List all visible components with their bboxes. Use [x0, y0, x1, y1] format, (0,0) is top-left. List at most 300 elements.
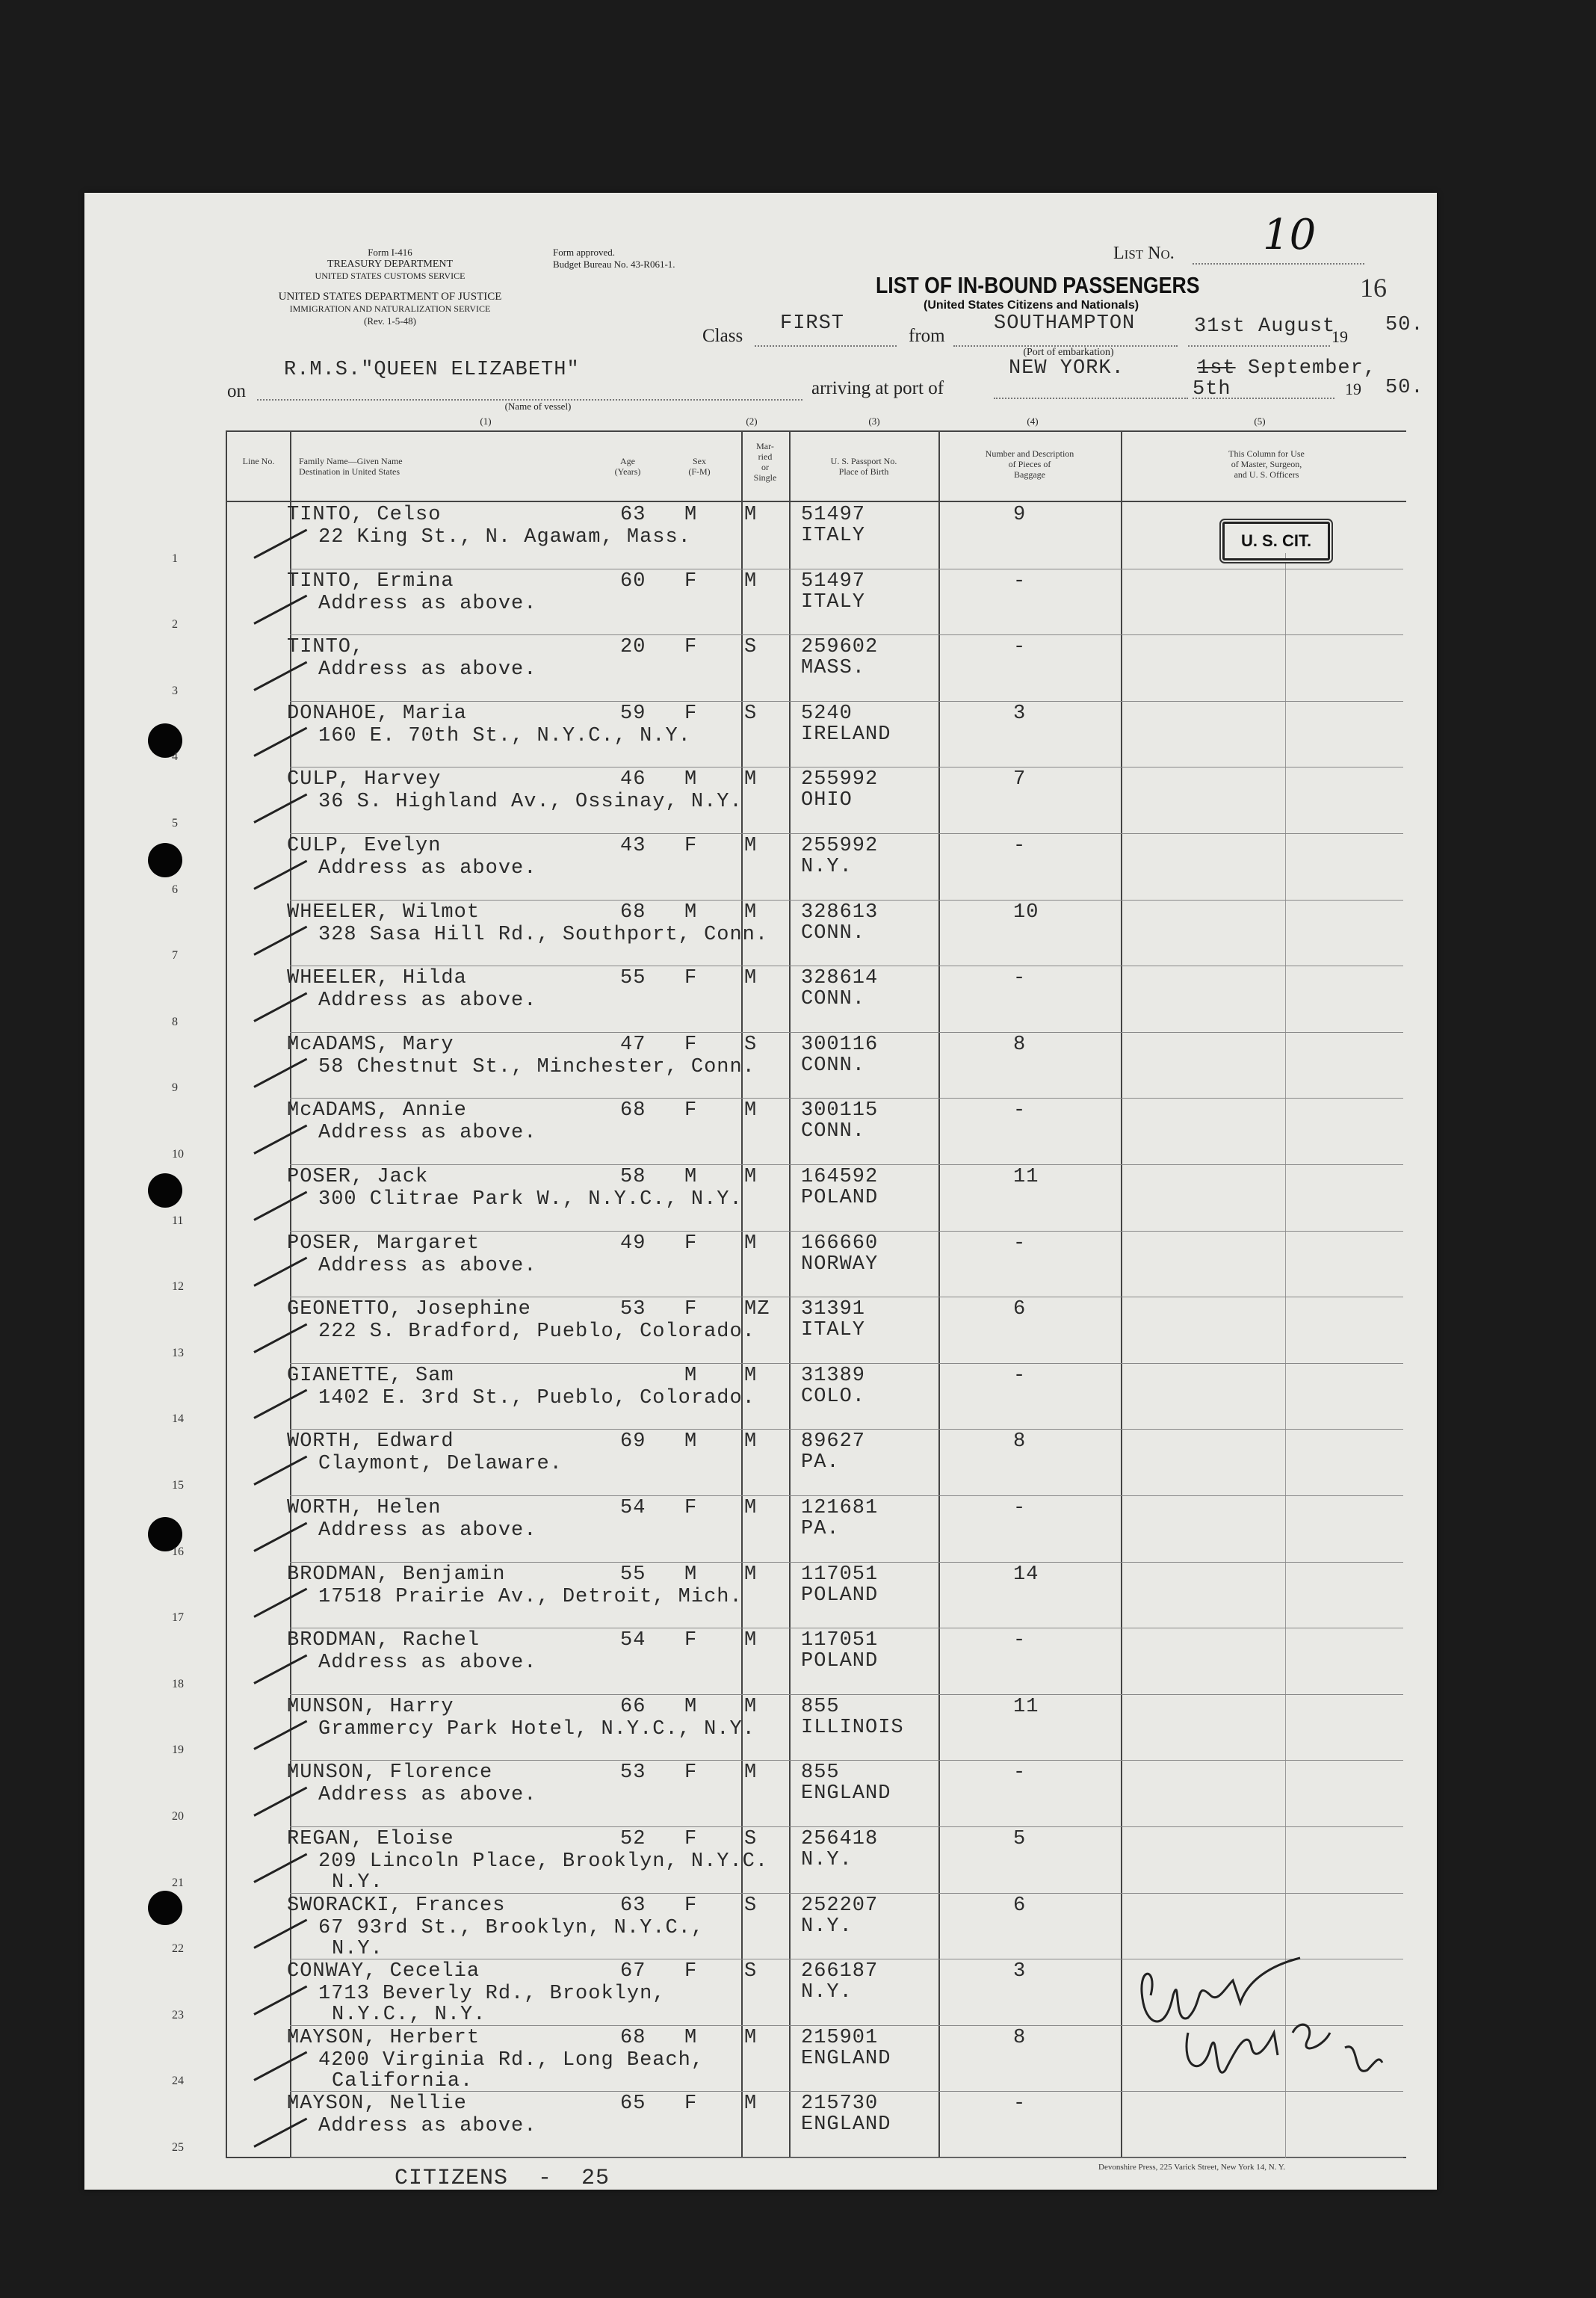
baggage-count: -: [1013, 967, 1027, 989]
destination-address: Address as above.: [318, 1255, 537, 1277]
baggage-count: 5: [1013, 1828, 1027, 1850]
passport-number: 255992: [801, 768, 879, 791]
marital-status: S: [744, 1828, 758, 1850]
passenger-name: MUNSON, Florence: [287, 1761, 493, 1784]
baggage-count: -: [1013, 1232, 1027, 1255]
date-line: [1188, 345, 1330, 347]
line-number: 16: [172, 1545, 184, 1558]
header-passport: U. S. Passport No. Place of Birth: [830, 456, 897, 477]
footer-dash: -: [538, 2166, 553, 2191]
sex: F: [684, 967, 698, 989]
marital-status: M: [744, 2092, 758, 2115]
row-rule: [290, 1826, 1403, 1827]
from-label: from: [909, 326, 945, 346]
line-number: 4: [172, 750, 178, 763]
marital-status: S: [744, 1034, 758, 1056]
arrival-port: NEW YORK.: [1009, 357, 1125, 380]
row-rule: [290, 1231, 1403, 1232]
baggage-count: 14: [1013, 1563, 1039, 1586]
baggage-count: 7: [1013, 768, 1027, 791]
sex: F: [684, 1497, 698, 1519]
age: 54: [620, 1497, 646, 1519]
sex: M: [684, 901, 698, 924]
list-no-label: List No.: [1113, 244, 1175, 263]
arrival-day: 5th: [1193, 378, 1231, 401]
destination-address: 222 S. Bradford, Pueblo, Colorado.: [318, 1321, 755, 1343]
row-rule: [290, 1893, 1403, 1894]
marital-status: M: [744, 570, 758, 593]
baggage-count: 3: [1013, 702, 1027, 725]
header-married: Mar- ried or Single: [753, 441, 777, 483]
line-number: 23: [172, 2009, 184, 2021]
budget-bureau: Budget Bureau No. 43-R061-1.: [553, 259, 675, 270]
passenger-name: SWORACKI, Frances: [287, 1894, 506, 1917]
age: 53: [620, 1298, 646, 1321]
vessel-caption: (Name of vessel): [504, 401, 572, 412]
passenger-name: WHEELER, Hilda: [287, 967, 467, 989]
passenger-name: DONAHOE, Maria: [287, 702, 467, 725]
marital-status: M: [744, 1430, 758, 1453]
place-of-birth: CONN.: [801, 988, 866, 1010]
line-number: 9: [172, 1081, 178, 1094]
age: 68: [620, 2027, 646, 2049]
sex: M: [684, 1563, 698, 1586]
destination-address: Address as above.: [318, 658, 537, 681]
line-number: 18: [172, 1678, 184, 1690]
destination-address: 4200 Virginia Rd., Long Beach,: [318, 2049, 705, 2072]
header-name: Family Name—Given Name Destination in United States: [299, 456, 403, 477]
marital-status: M: [744, 1166, 758, 1188]
passenger-name: WORTH, Helen: [287, 1497, 442, 1519]
place-of-birth: OHIO: [801, 789, 853, 812]
passport-number: 164592: [801, 1166, 879, 1188]
row-rule: [290, 1495, 1403, 1496]
marital-status: M: [744, 1099, 758, 1122]
place-of-birth: ILLINOIS: [801, 1717, 904, 1739]
line-number: 5: [172, 817, 178, 830]
passport-number: 255992: [801, 835, 879, 857]
place-of-birth: PA.: [801, 1518, 840, 1540]
passenger-name: McADAMS, Mary: [287, 1034, 454, 1056]
marital-status: M: [744, 1232, 758, 1255]
footer-count: 25: [581, 2166, 610, 2191]
baggage-count: -: [1013, 636, 1027, 658]
passport-number: 117051: [801, 1629, 879, 1652]
vessel-name: R.M.S."QUEEN ELIZABETH": [284, 359, 580, 381]
place-of-birth: NORWAY: [801, 1253, 879, 1276]
baggage-count: -: [1013, 1497, 1027, 1519]
destination-address: 1713 Beverly Rd., Brooklyn,: [318, 1983, 666, 2005]
departure-year: 50.: [1385, 314, 1424, 336]
age: 59: [620, 702, 646, 725]
embarkation-caption: (Port of embarkation): [1023, 347, 1114, 358]
passenger-name: TINTO,: [287, 636, 365, 658]
marital-status: M: [744, 835, 758, 857]
age: 58: [620, 1166, 646, 1188]
sex: F: [684, 835, 698, 857]
col-divider: [938, 430, 940, 2158]
sex: M: [684, 1365, 698, 1387]
marital-status: M: [744, 1629, 758, 1652]
arrival-year-prefix: 19: [1345, 380, 1361, 398]
destination-address: 58 Chestnut St., Minchester, Conn.: [318, 1056, 755, 1078]
header-bottom-rule: [226, 501, 1406, 502]
header-officers: This Column for Use of Master, Surgeon, and U. S. Officers: [1228, 448, 1305, 480]
destination-address: 22 King St., N. Agawam, Mass.: [318, 526, 691, 549]
place-of-birth: CONN.: [801, 922, 866, 945]
destination-address: Address as above.: [318, 1519, 537, 1542]
sex: F: [684, 1232, 698, 1255]
passport-number: 121681: [801, 1497, 879, 1519]
sex: M: [684, 2027, 698, 2049]
place-of-birth: PA.: [801, 1451, 840, 1474]
age: 63: [620, 1894, 646, 1917]
col-divider: [789, 430, 791, 2158]
treasury-dept: TREASURY DEPARTMENT: [327, 259, 454, 270]
line-number: 1: [172, 552, 178, 565]
col-divider: [1121, 430, 1122, 2158]
punch-hole: [148, 843, 182, 877]
sex: F: [684, 1034, 698, 1056]
header-line-no: Line No.: [242, 456, 275, 466]
col-num-4: (4): [1027, 416, 1039, 427]
sex: F: [684, 1099, 698, 1122]
form-approved: Form approved.: [553, 247, 616, 258]
passenger-name: CULP, Evelyn: [287, 835, 442, 857]
us-citizen-stamp: U. S. CIT.: [1222, 522, 1330, 560]
arrival-day-struck: 1st: [1197, 357, 1236, 380]
sex: F: [684, 1629, 698, 1652]
sex: F: [684, 1894, 698, 1917]
marital-status: S: [744, 1894, 758, 1917]
passport-number: 215901: [801, 2027, 879, 2049]
destination-address-line2: N.Y.: [332, 1871, 383, 1894]
handwritten-signature: [1121, 1936, 1420, 2107]
marital-status: S: [744, 702, 758, 725]
age: 43: [620, 835, 646, 857]
class-value: FIRST: [780, 312, 845, 335]
line-number: 3: [172, 685, 178, 697]
passenger-name: GIANETTE, Sam: [287, 1365, 454, 1387]
header-age: Age (Years): [614, 456, 641, 477]
punch-hole: [148, 1891, 182, 1925]
row-rule: [290, 1032, 1403, 1033]
row-rule: [290, 1363, 1403, 1364]
passenger-name: POSER, Margaret: [287, 1232, 480, 1255]
age: 55: [620, 1563, 646, 1586]
arrival-date-line: [1193, 398, 1334, 399]
marital-status: M: [744, 1761, 758, 1784]
age: 55: [620, 967, 646, 989]
marital-status: M: [744, 967, 758, 989]
baggage-count: 6: [1013, 1298, 1027, 1321]
age: 47: [620, 1034, 646, 1056]
table-top-rule: [226, 430, 1406, 432]
baggage-count: -: [1013, 1761, 1027, 1784]
page-number: 16: [1360, 273, 1387, 303]
destination-address-line2: California.: [332, 2070, 474, 2092]
line-number: 7: [172, 949, 178, 962]
destination-address: Address as above.: [318, 989, 537, 1012]
form-title: LIST OF IN-BOUND PASSENGERS: [876, 272, 1200, 298]
baggage-count: 8: [1013, 1034, 1027, 1056]
sex: F: [684, 1828, 698, 1850]
place-of-birth: N.Y.: [801, 1981, 853, 2004]
place-of-birth: ENGLAND: [801, 1782, 891, 1805]
line-number: 19: [172, 1743, 184, 1756]
embarkation-port: SOUTHAMPTON: [994, 312, 1136, 335]
marital-status: M: [744, 1497, 758, 1519]
form-number: Form I-416: [368, 247, 412, 258]
destination-address: Address as above.: [318, 857, 537, 880]
line-number: 11: [172, 1214, 184, 1227]
passenger-name: MAYSON, Nellie: [287, 2092, 467, 2115]
place-of-birth: ITALY: [801, 591, 866, 614]
marital-status: M: [744, 1563, 758, 1586]
place-of-birth: COLO.: [801, 1386, 866, 1408]
row-rule: [290, 1694, 1403, 1695]
marital-status: M: [744, 1365, 758, 1387]
printer-imprint: Devonshire Press, 225 Varick Street, New York 14, N. Y.: [1098, 2163, 1286, 2172]
marital-status: M: [744, 504, 758, 526]
place-of-birth: N.Y.: [801, 1915, 853, 1938]
passenger-name: MUNSON, Harry: [287, 1696, 454, 1718]
line-number: 6: [172, 883, 178, 896]
row-rule: [290, 1429, 1403, 1430]
marital-status: M: [744, 2027, 758, 2049]
baggage-count: 11: [1013, 1696, 1039, 1718]
passport-number: 31391: [801, 1298, 866, 1321]
passport-number: 259602: [801, 636, 879, 658]
place-of-birth: POLAND: [801, 1650, 879, 1672]
age: 67: [620, 1960, 646, 1983]
age: 46: [620, 768, 646, 791]
line-number: 10: [172, 1148, 184, 1161]
sex: F: [684, 636, 698, 658]
sex: F: [684, 702, 698, 725]
class-label: Class: [702, 326, 743, 346]
marital-status: M: [744, 1696, 758, 1718]
punch-hole: [148, 1173, 182, 1208]
line-number: 12: [172, 1280, 184, 1293]
row-rule: [290, 833, 1403, 834]
class-line: [755, 345, 897, 347]
passport-number: 89627: [801, 1430, 866, 1453]
footer-citizens: CITIZENS: [395, 2166, 509, 2191]
baggage-count: 11: [1013, 1166, 1039, 1188]
passenger-name: WHEELER, Wilmot: [287, 901, 480, 924]
header-baggage: Number and Description of Pieces of Baggage: [985, 448, 1074, 480]
baggage-count: 8: [1013, 2027, 1027, 2049]
passport-number: 215730: [801, 2092, 879, 2115]
age: 52: [620, 1828, 646, 1850]
destination-address: 17518 Prairie Av., Detroit, Mich.: [318, 1586, 743, 1608]
row-rule: [290, 1562, 1403, 1563]
passport-number: 117051: [801, 1563, 879, 1586]
on-label: on: [227, 381, 246, 401]
destination-address: Address as above.: [318, 1122, 537, 1144]
baggage-count: -: [1013, 570, 1027, 593]
place-of-birth: IRELAND: [801, 723, 891, 746]
baggage-count: -: [1013, 2092, 1027, 2115]
row-rule: [290, 1098, 1403, 1099]
year-prefix: 19: [1331, 327, 1348, 346]
marital-status: MZ: [744, 1298, 770, 1321]
passport-number: 51497: [801, 504, 866, 526]
baggage-count: 9: [1013, 504, 1027, 526]
line-number: 24: [172, 2075, 184, 2087]
line-number: 2: [172, 618, 178, 631]
destination-address: 67 93rd St., Brooklyn, N.Y.C.,: [318, 1917, 705, 1939]
baggage-count: -: [1013, 1099, 1027, 1122]
age: 53: [620, 1761, 646, 1784]
row-rule: [290, 1164, 1403, 1165]
immigration-service: IMMIGRATION AND NATURALIZATION SERVICE: [289, 303, 491, 314]
passenger-list-sheet: [84, 193, 1437, 2190]
sex: F: [684, 570, 698, 593]
passport-number: 266187: [801, 1960, 879, 1983]
age: 69: [620, 1430, 646, 1453]
passport-number: 328613: [801, 901, 879, 924]
age: 66: [620, 1696, 646, 1718]
col-num-5: (5): [1254, 416, 1266, 427]
sex: F: [684, 1298, 698, 1321]
passport-number: 5240: [801, 702, 853, 725]
passenger-name: TINTO, Ermina: [287, 570, 454, 593]
sex: M: [684, 1430, 698, 1453]
passenger-name: McADAMS, Annie: [287, 1099, 467, 1122]
passenger-name: CONWAY, Cecelia: [287, 1960, 480, 1983]
passenger-name: GEONETTO, Josephine: [287, 1298, 531, 1321]
place-of-birth: ENGLAND: [801, 2113, 891, 2136]
passenger-name: WORTH, Edward: [287, 1430, 454, 1453]
destination-address: 160 E. 70th St., N.Y.C., N.Y.: [318, 725, 691, 747]
passport-number: 328614: [801, 967, 879, 989]
line-number: 22: [172, 1942, 184, 1955]
line-number: 8: [172, 1016, 178, 1028]
marital-status: S: [744, 1960, 758, 1983]
age: 20: [620, 636, 646, 658]
passport-number: 31389: [801, 1365, 866, 1387]
passenger-name: CULP, Harvey: [287, 768, 442, 791]
place-of-birth: ITALY: [801, 525, 866, 547]
destination-address: 36 S. Highland Av., Ossinay, N.Y.: [318, 791, 743, 813]
sex: F: [684, 2092, 698, 2115]
place-of-birth: ITALY: [801, 1319, 866, 1341]
destination-address: Address as above.: [318, 593, 537, 615]
line-number: 20: [172, 1810, 184, 1823]
age: 54: [620, 1629, 646, 1652]
passport-number: 252207: [801, 1894, 879, 1917]
destination-address: 209 Lincoln Place, Brooklyn, N.Y.C.: [318, 1850, 769, 1873]
destination-address: 1402 E. 3rd St., Pueblo, Colorado.: [318, 1387, 755, 1409]
revision-date: (Rev. 1-5-48): [364, 315, 416, 327]
arrival-year: 50.: [1385, 377, 1424, 399]
baggage-count: 8: [1013, 1430, 1027, 1453]
passenger-name: REGAN, Eloise: [287, 1828, 454, 1850]
line-number: 21: [172, 1877, 184, 1889]
marital-status: M: [744, 901, 758, 924]
baggage-count: -: [1013, 835, 1027, 857]
marital-status: M: [744, 768, 758, 791]
passport-number: 855: [801, 1696, 840, 1718]
baggage-count: 6: [1013, 1894, 1027, 1917]
destination-address: Grammercy Park Hotel, N.Y.C., N.Y.: [318, 1718, 755, 1741]
passport-number: 51497: [801, 570, 866, 593]
baggage-count: -: [1013, 1629, 1027, 1652]
list-no-line: [1193, 263, 1364, 265]
arrival-port-line: [994, 398, 1188, 399]
age: 68: [620, 901, 646, 924]
col-divider: [741, 430, 743, 2158]
place-of-birth: N.Y.: [801, 856, 853, 878]
col-divider: [1285, 553, 1286, 2158]
passport-number: 300115: [801, 1099, 879, 1122]
col-num-3: (3): [868, 416, 880, 427]
line-number: 25: [172, 2141, 184, 2154]
list-number: 10: [1263, 211, 1317, 259]
sex: F: [684, 1960, 698, 1983]
passenger-name: TINTO, Celso: [287, 504, 442, 526]
baggage-count: 10: [1013, 901, 1039, 924]
arrival-month: September,: [1248, 357, 1377, 380]
justice-dept: UNITED STATES DEPARTMENT OF JUSTICE: [278, 291, 502, 303]
place-of-birth: CONN.: [801, 1120, 866, 1143]
col-num-2: (2): [746, 416, 758, 427]
destination-address: Address as above.: [318, 1784, 537, 1806]
customs-service: UNITED STATES CUSTOMS SERVICE: [315, 271, 466, 281]
line-number: 14: [172, 1412, 184, 1425]
age: 68: [620, 1099, 646, 1122]
row-rule: [290, 1760, 1403, 1761]
destination-address: 300 Clitrae Park W., N.Y.C., N.Y.: [318, 1188, 743, 1211]
place-of-birth: POLAND: [801, 1187, 879, 1209]
passport-number: 855: [801, 1761, 840, 1784]
line-number: 17: [172, 1611, 184, 1624]
sex: M: [684, 768, 698, 791]
arriving-label: arriving at port of: [811, 378, 944, 398]
line-number: 15: [172, 1479, 184, 1492]
baggage-count: -: [1013, 1365, 1027, 1387]
age: 49: [620, 1232, 646, 1255]
place-of-birth: N.Y.: [801, 1849, 853, 1871]
passenger-name: BRODMAN, Benjamin: [287, 1563, 506, 1586]
sex: M: [684, 1166, 698, 1188]
destination-address-line2: N.Y.C., N.Y.: [332, 2004, 486, 2026]
line-number: 13: [172, 1347, 184, 1359]
row-rule: [290, 634, 1403, 635]
row-rule: [290, 701, 1403, 702]
age: 63: [620, 504, 646, 526]
baggage-count: 3: [1013, 1960, 1027, 1983]
destination-address: 328 Sasa Hill Rd., Southport, Conn.: [318, 924, 769, 946]
place-of-birth: CONN.: [801, 1054, 866, 1077]
header-sex: Sex (F-M): [688, 456, 711, 477]
col-num-1: (1): [480, 416, 492, 427]
row-rule: [290, 900, 1403, 901]
form-subtitle: (United States Citizens and Nationals): [924, 299, 1139, 312]
passport-number: 300116: [801, 1034, 879, 1056]
destination-address-line2: N.Y.: [332, 1938, 383, 1960]
departure-date: 31st August: [1194, 315, 1336, 338]
passport-number: 166660: [801, 1232, 879, 1255]
place-of-birth: ENGLAND: [801, 2048, 891, 2070]
passport-number: 256418: [801, 1828, 879, 1850]
destination-address: Address as above.: [318, 2115, 537, 2137]
sex: M: [684, 1696, 698, 1718]
sex: M: [684, 504, 698, 526]
passenger-name: MAYSON, Herbert: [287, 2027, 480, 2049]
